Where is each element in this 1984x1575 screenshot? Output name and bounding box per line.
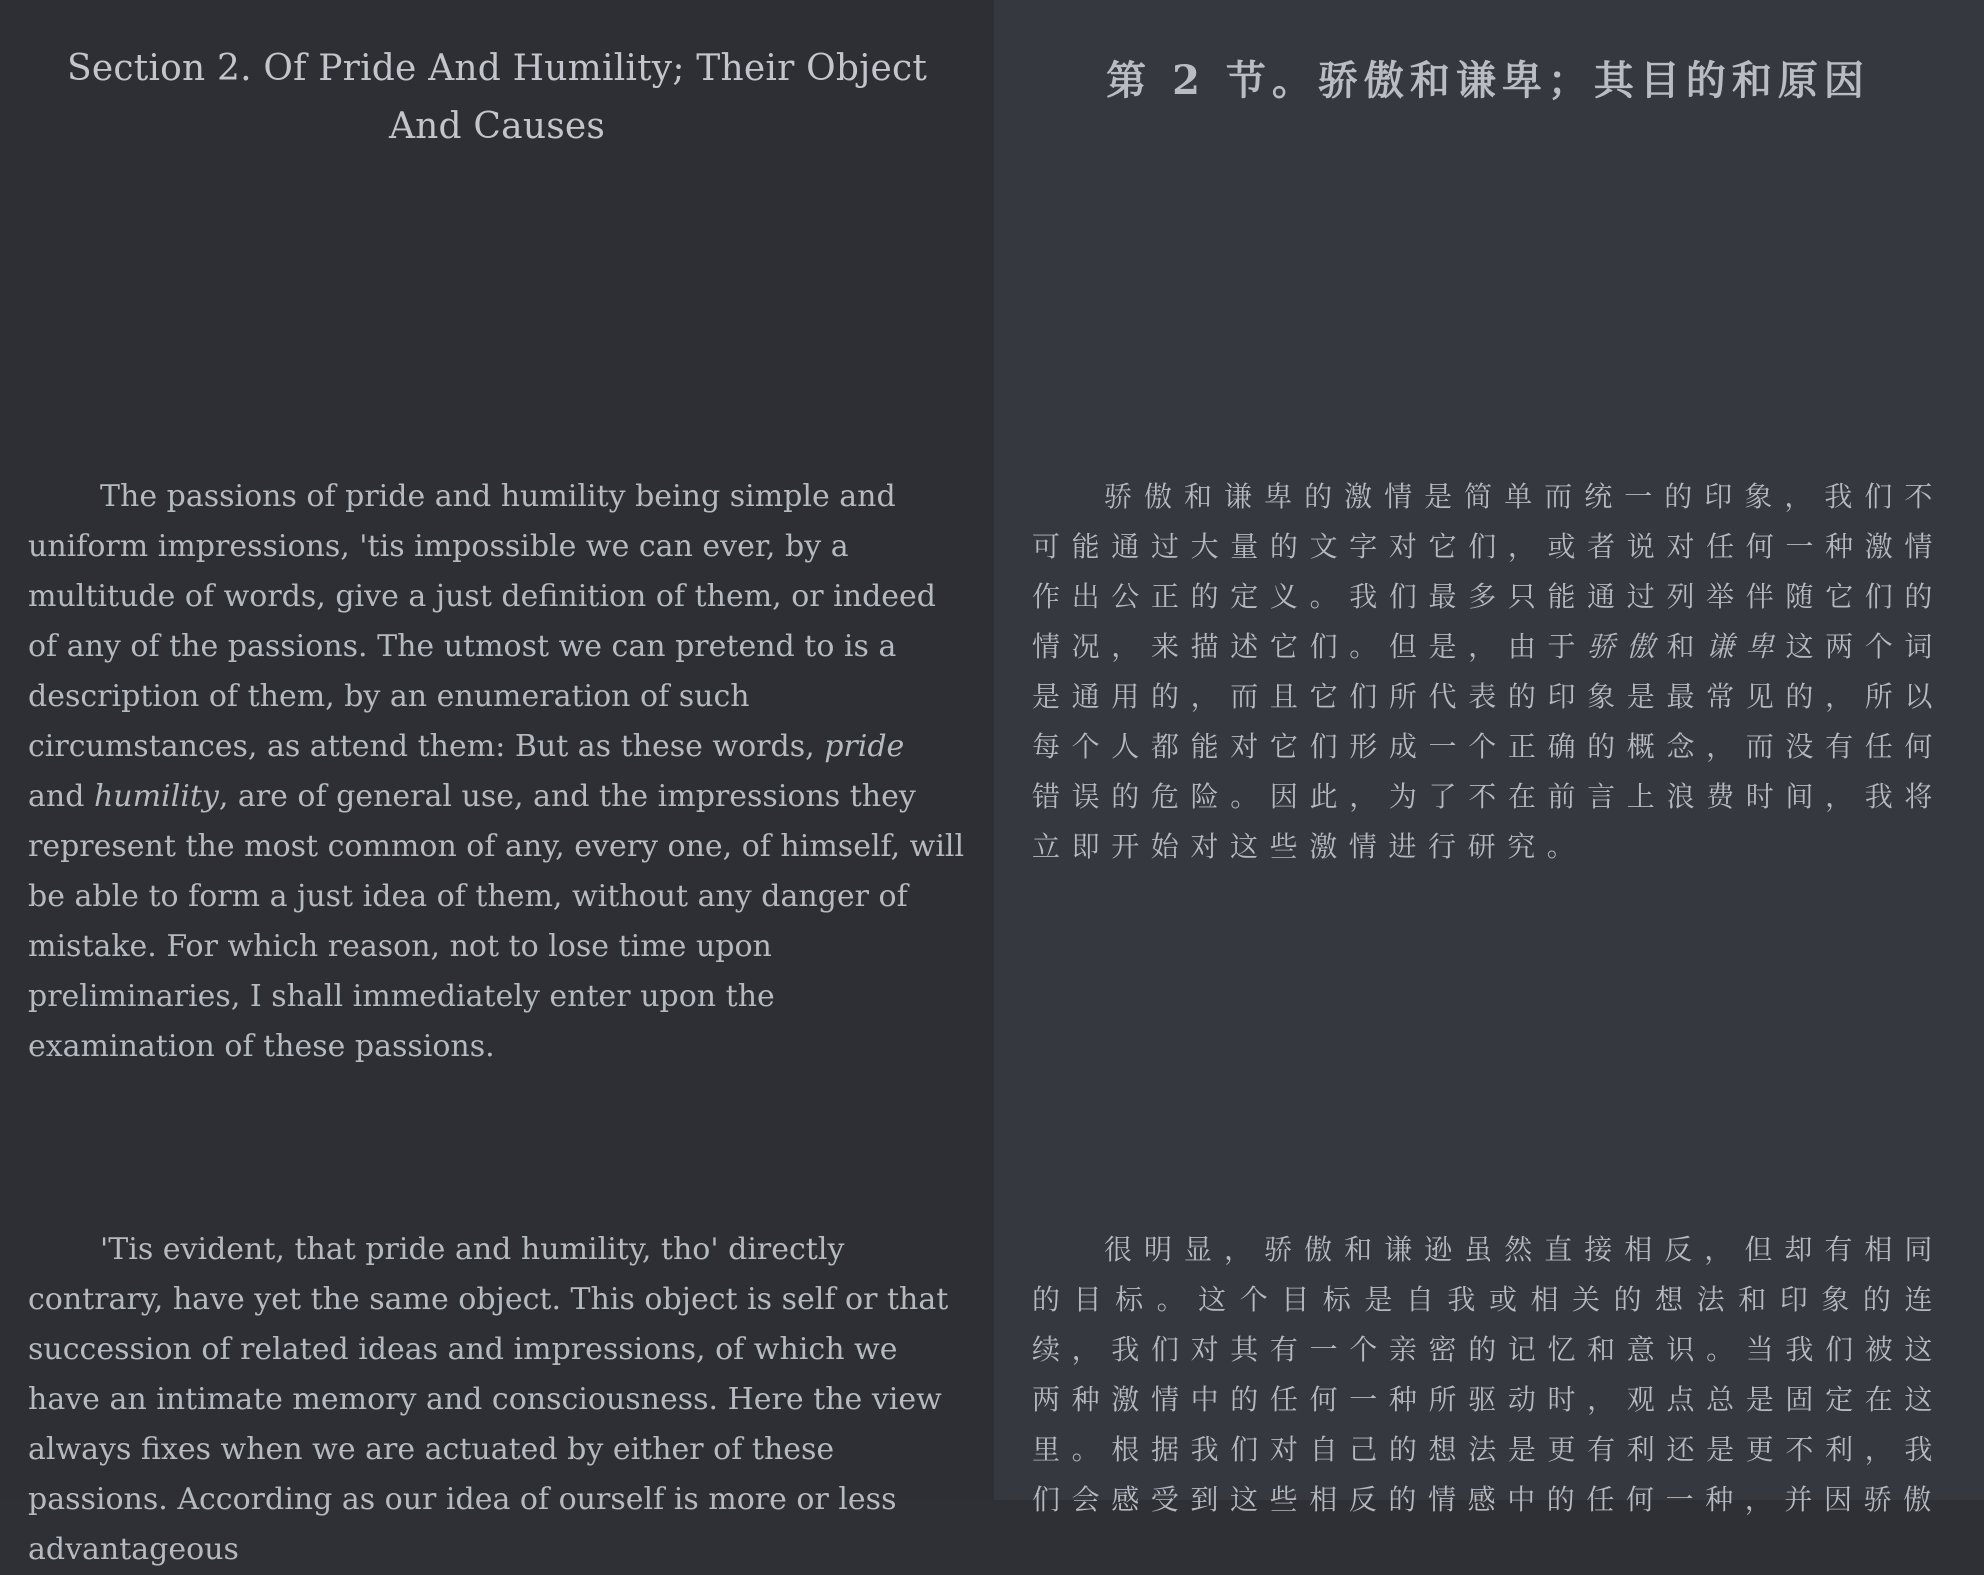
english-emphasis-pride: pride <box>824 729 905 764</box>
english-column <box>0 0 994 1567</box>
chinese-paragraph-2: 很明显，骄傲和谦逊虽然直接相反，但却有相同的目标。这个目标是自我或相关的想法和印象的连续，我们对其有一个亲密的记忆和意识。当我们被这两种激情中的任何一种所驱动时，观点总是固定在这里。根据我们对自己的想法是更有利还是更不利，我们会感受到这些相反的情感中的任何一种，并因骄傲 <box>1032 1233 1944 1516</box>
chinese-paragraph-1-text-a: 骄傲和谦卑的激情是简单而统一的印象，我们不可能通过大量的文字对它们，或者说对任何一种激情作出公正的定义。我们最多只能通过列举伴随它们的情况，来描述它们。但是，由于 <box>1032 480 1944 663</box>
chinese-paragraph-1 <box>1032 472 1944 872</box>
english-paragraph-2: 'Tis evident, that pride and humility, tho' directly contrary, have yet the same object. This object is self or that succession of related ideas and impressions, of which we have an intimate memory and consciousness. Here the view always fixes when we are actuated by either of these passions. According as our idea of ourself is more or less advantageous <box>28 1232 949 1567</box>
chinese-column <box>994 0 1984 1516</box>
section-title-english: Section 2. Of Pride And Humility; Their Object And Causes <box>66 48 928 147</box>
chinese-emphasis-humility: 谦卑 <box>1706 630 1786 663</box>
english-paragraph-1-text-a: The passions of pride and humility being simple and uniform impressions, 'tis impossible we can ever, by a multitude of words, give a just definition of them, or indeed of any of the passions. The utmost we can pretend to is a description of them, by an enumeration of such circumstances, as attend them: But as these words, <box>28 479 936 764</box>
english-paragraph-1-text-c: , are of general use, and the impressions they represent the most common of any, every one, of himself, will be able to form a just idea of them, without any danger of mistake. For which reason, not to lose time upon preliminaries, I shall immediately enter upon the examination of these passions. <box>28 779 965 1064</box>
section-title-chinese: 第 2 节。骄傲和谦卑；其目的和原因 <box>1106 57 1870 104</box>
chinese-emphasis-pride: 骄傲 <box>1587 630 1667 663</box>
english-emphasis-humility: humility <box>93 779 219 814</box>
english-paragraph-1-text-b: and <box>28 779 94 814</box>
english-paragraph-1 <box>28 472 966 1072</box>
chinese-paragraph-1-text-b: 和 <box>1666 630 1707 663</box>
chinese-paragraph-1-text-c: 这两个词是通用的，而且它们所代表的印象是最常见的，所以每个人都能对它们形成一个正确的概念，而没有任何错误的危险。因此，为了不在前言上浪费时间，我将立即开始对这些激情进行研究。 <box>1032 630 1944 863</box>
